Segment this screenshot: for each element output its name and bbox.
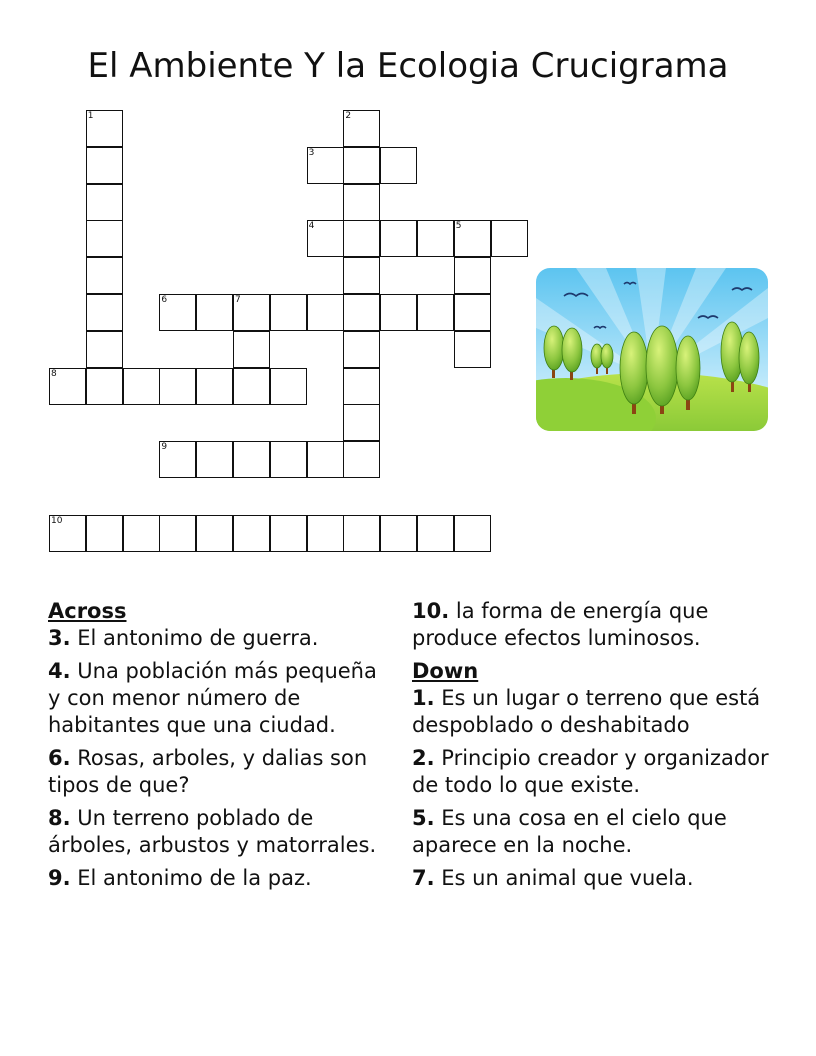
clue-number-label: 2 bbox=[345, 111, 352, 121]
clue-text: la forma de energía que produce efectos luminosos. bbox=[412, 599, 709, 650]
grid-cell[interactable] bbox=[270, 515, 307, 552]
clue-number-label: 5 bbox=[455, 221, 462, 232]
grid-cell[interactable] bbox=[270, 294, 307, 331]
clue-number: 7. bbox=[412, 866, 435, 890]
clue-down-2 bbox=[412, 745, 772, 799]
grid-cell[interactable] bbox=[49, 515, 86, 552]
grid-cell[interactable] bbox=[307, 441, 344, 478]
clue-text: Un terreno poblado de árboles, arbustos y matorrales. bbox=[48, 806, 377, 857]
clue-number: 8. bbox=[48, 806, 71, 830]
clue-down-5 bbox=[412, 805, 772, 859]
grid-cell[interactable] bbox=[86, 294, 123, 331]
grid-cell[interactable] bbox=[86, 147, 123, 184]
grid-cell[interactable] bbox=[86, 184, 123, 221]
grid-cell[interactable] bbox=[417, 515, 454, 552]
grid-cell[interactable] bbox=[417, 294, 454, 331]
grid-cell[interactable] bbox=[86, 331, 123, 368]
grid-cell[interactable] bbox=[159, 368, 196, 405]
grid-cell[interactable] bbox=[123, 515, 160, 552]
grid-cell[interactable] bbox=[86, 220, 123, 257]
clue-number-label: 8 bbox=[51, 368, 57, 379]
clue-text: El antonimo de la paz. bbox=[77, 866, 312, 890]
clue-across-4 bbox=[48, 658, 388, 739]
clue-across-10 bbox=[412, 598, 772, 652]
clue-number: 5. bbox=[412, 806, 435, 830]
clue-number-label: 9 bbox=[161, 442, 168, 453]
grid-cell[interactable] bbox=[343, 184, 380, 221]
clue-across-9 bbox=[48, 865, 388, 892]
clue-number: 6. bbox=[48, 746, 71, 770]
clue-number-label: 1 bbox=[87, 111, 94, 121]
clue-number-label: 3 bbox=[308, 147, 315, 158]
grid-cell[interactable] bbox=[86, 368, 123, 405]
clue-text: Rosas, arboles, y dalias son tipos de que? bbox=[48, 746, 368, 797]
grid-cell[interactable] bbox=[343, 110, 380, 147]
grid-cell[interactable] bbox=[343, 404, 380, 441]
grid-cell[interactable] bbox=[454, 294, 491, 331]
grid-cell[interactable] bbox=[233, 368, 270, 405]
clue-text: Es un animal que vuela. bbox=[441, 866, 694, 890]
clue-number-label: 4 bbox=[308, 221, 315, 232]
grid-cell[interactable] bbox=[343, 331, 380, 368]
clue-number: 1. bbox=[412, 686, 435, 710]
grid-cell[interactable] bbox=[307, 147, 344, 184]
grid-cell[interactable] bbox=[343, 257, 380, 294]
clue-number-label: 7 bbox=[235, 295, 241, 305]
clue-number-label: 10 bbox=[51, 515, 63, 526]
clue-text: Principio creador y organizador de todo lo que existe. bbox=[412, 746, 769, 797]
clue-text: Una población más pequeña y con menor número de habitantes que una ciudad. bbox=[48, 659, 377, 737]
clue-number: 10. bbox=[412, 599, 450, 623]
clue-number: 3. bbox=[48, 626, 71, 650]
right-clue-column bbox=[412, 598, 772, 898]
grid-cell[interactable] bbox=[343, 368, 380, 405]
grid-cell[interactable] bbox=[233, 294, 270, 331]
clue-across-8 bbox=[48, 805, 388, 859]
clue-down-7 bbox=[412, 865, 772, 892]
clue-number: 2. bbox=[412, 746, 435, 770]
grid-cell[interactable] bbox=[270, 441, 307, 478]
grid-cell[interactable] bbox=[49, 368, 86, 405]
grid-cell[interactable] bbox=[233, 331, 270, 368]
grid-cell[interactable] bbox=[343, 294, 380, 331]
clue-number: 4. bbox=[48, 659, 71, 683]
grid-cell[interactable] bbox=[233, 515, 270, 552]
grid-cell[interactable] bbox=[196, 515, 233, 552]
grid-cell[interactable] bbox=[380, 515, 417, 552]
grid-cell[interactable] bbox=[454, 220, 491, 257]
clue-text: Es un lugar o terreno que está despoblado o deshabitado bbox=[412, 686, 761, 737]
across-clues bbox=[48, 598, 388, 898]
across-heading: Across bbox=[48, 599, 127, 623]
page-title: El Ambiente Y la Ecologia Crucigrama bbox=[87, 46, 729, 86]
grid-cell[interactable] bbox=[159, 515, 196, 552]
grid-cell[interactable] bbox=[491, 220, 528, 257]
clue-text: El antonimo de guerra. bbox=[77, 626, 319, 650]
grid-cell[interactable] bbox=[454, 257, 491, 294]
grid-cell[interactable] bbox=[380, 220, 417, 257]
grid-cell[interactable] bbox=[307, 515, 344, 552]
clue-text: Es una cosa en el cielo que aparece en la noche. bbox=[412, 806, 727, 857]
clue-across-6 bbox=[48, 745, 388, 799]
grid-cell[interactable] bbox=[380, 294, 417, 331]
grid-cell[interactable] bbox=[86, 257, 123, 294]
grid-cell[interactable] bbox=[86, 110, 123, 147]
grid-cell[interactable] bbox=[270, 368, 307, 405]
grid-cell[interactable] bbox=[343, 515, 380, 552]
grid-cell[interactable] bbox=[343, 147, 380, 184]
grid-cell[interactable] bbox=[159, 294, 196, 331]
down-heading: Down bbox=[412, 659, 479, 683]
grid-cell[interactable] bbox=[196, 441, 233, 478]
clue-number: 9. bbox=[48, 866, 71, 890]
grid-cell[interactable] bbox=[380, 147, 417, 184]
grid-cell[interactable] bbox=[196, 368, 233, 405]
grid-cell[interactable] bbox=[307, 220, 344, 257]
grid-cell[interactable] bbox=[123, 368, 160, 405]
grid-cell[interactable] bbox=[343, 220, 380, 257]
grid-cell[interactable] bbox=[343, 441, 380, 478]
clue-down-1 bbox=[412, 685, 772, 739]
grid-cell[interactable] bbox=[233, 441, 270, 478]
grid-cell[interactable] bbox=[417, 220, 454, 257]
grid-cell[interactable] bbox=[86, 515, 123, 552]
nature-illustration bbox=[536, 268, 768, 431]
grid-cell[interactable] bbox=[454, 515, 491, 552]
grid-cell[interactable] bbox=[196, 294, 233, 331]
grid-cell[interactable] bbox=[159, 441, 196, 478]
grid-cell[interactable] bbox=[454, 331, 491, 368]
grid-cell[interactable] bbox=[307, 294, 344, 331]
clue-across-3 bbox=[48, 625, 388, 652]
clue-number-label: 6 bbox=[161, 295, 168, 305]
